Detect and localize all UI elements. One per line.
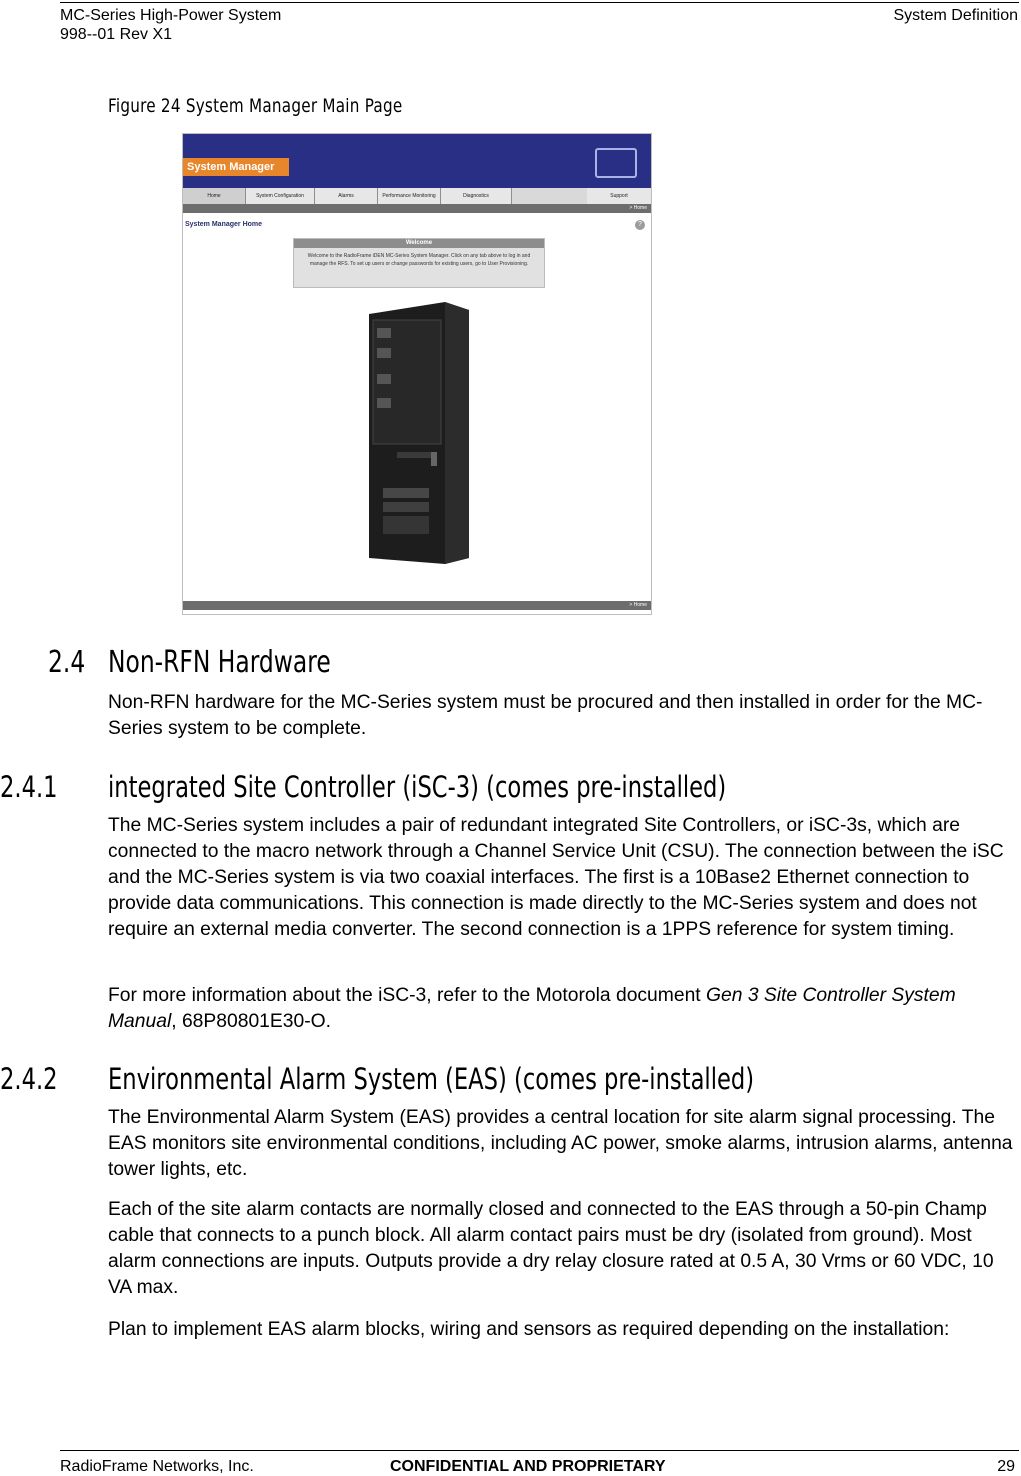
brand-logo: System Manager [183, 158, 289, 176]
section-2-4-title: Non-RFN Hardware [108, 645, 331, 680]
equipment-rack-image [367, 302, 471, 564]
section-2-4-2-title: Environmental Alarm System (EAS) (comes pre-installed) [108, 1062, 755, 1096]
section-2-4-2-paragraph-2: Each of the site alarm contacts are normally closed and connected to the EAS through a 50-pin Champ cable that connects to a punch block. All alarm contact pairs must be dry (isolated from ground). Most alarm connections are inputs. Outputs provide a dry relay closure rated at 0.5 A, 30 Vrms or 60 VDC, 10 VA max. [108, 1199, 994, 1298]
breadcrumb-home[interactable]: > Home [629, 205, 647, 211]
footer-notice: CONFIDENTIAL AND PROPRIETARY [390, 1458, 666, 1475]
tab-home[interactable]: Home [183, 188, 246, 204]
header-rule [60, 2, 1019, 3]
footer-bar [183, 601, 651, 610]
tab-performance-monitoring[interactable]: Performance Monitoring [378, 188, 441, 204]
section-2-4-1-title: integrated Site Controller (iSC-3) (comes pre-installed) [108, 770, 727, 804]
doc-number: 998--01 Rev X1 [60, 26, 173, 43]
footer-rule [60, 1450, 1019, 1451]
breadcrumb-bar [183, 204, 651, 213]
figure-caption: Figure 24 System Manager Main Page [108, 95, 403, 117]
welcome-text: Welcome to the RadioFrame iDEN MC-Series System Manager. Click on any tab above to log in and manage the RFS. To set up users or change passwords for existing users, go to User Provisioning. [307, 253, 531, 267]
wave-logo-icon [595, 148, 637, 178]
tab-alarms[interactable]: Alarms [315, 188, 378, 204]
section-name: System Definition [893, 7, 1018, 24]
section-2-4-1-paragraph-1: The MC-Series system includes a pair of redundant integrated Site Controllers, or iSC-3s, which are connected to the macro network through a Channel Service Unit (CSU). The connection between the iSC and the MC-Series system is via two coaxial interfaces. The first is a 10Base2 Ethernet connection to provide data communications. This connection is made directly to the MC-Series system and does not require an external media converter. The second connection is a 1PPS reference for system timing. [108, 815, 1004, 940]
document-title: Gen 3 Site Controller System Manual [108, 985, 956, 1032]
system-manager-screenshot [182, 133, 652, 615]
footer-home-link[interactable]: > Home [629, 602, 647, 608]
reference-intro: For more information about the iSC-3, refer to the Motorola document [108, 985, 707, 1006]
footer-company: RadioFrame Networks, Inc. [60, 1458, 254, 1475]
tab-support[interactable]: Support [587, 188, 652, 204]
welcome-heading: Welcome [294, 239, 544, 248]
section-2-4-paragraph: Non-RFN hardware for the MC-Series system must be procured and then installed in order for the MC-Series system to be complete. [108, 692, 983, 739]
help-icon[interactable]: ? [635, 220, 645, 230]
section-2-4-number: 2.4 [48, 645, 86, 680]
section-2-4-2-paragraph-3: Plan to implement EAS alarm blocks, wiring and sensors as required depending on the installation: [108, 1319, 950, 1340]
section-2-4-1-number: 2.4.1 [0, 770, 58, 804]
page-number: 29 [997, 1458, 1015, 1475]
tab-system-configuration[interactable]: System Configuration [246, 188, 315, 204]
document-number: , 68P80801E30-O. [171, 1011, 331, 1032]
tab-diagnostics[interactable]: Diagnostics [441, 188, 512, 204]
page-title: System Manager Home [185, 221, 263, 228]
doc-title: MC-Series High-Power System [60, 7, 282, 24]
section-2-4-2-paragraph-1: The Environmental Alarm System (EAS) provides a central location for site alarm signal processing. The EAS monitors site environmental conditions, including AC power, smoke alarms, intrusion alarms, antenna tower lights, etc. [108, 1107, 1013, 1180]
welcome-panel [293, 238, 545, 288]
section-2-4-1-paragraph-2 [108, 983, 1020, 1035]
section-2-4-2-number: 2.4.2 [0, 1062, 58, 1096]
